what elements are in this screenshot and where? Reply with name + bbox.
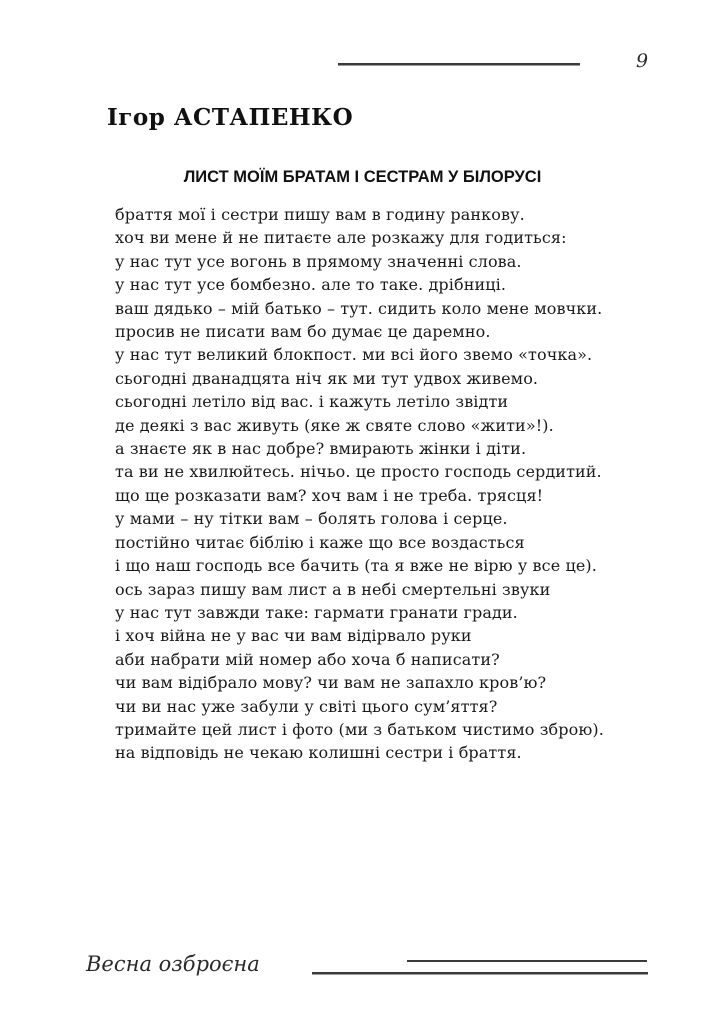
- poem-line: тримайте цей лист і фото (ми з батьком чистимо зброю).: [115, 719, 604, 739]
- poem-title: ЛИСТ МОЇМ БРАТАМ І СЕСТРАМ У БІЛОРУСІ: [183, 168, 542, 186]
- author-name: Ігор АСТАПЕНКО: [107, 104, 354, 131]
- poem-line: браття мої і сестри пишу вам в годину ранкову.: [115, 205, 525, 224]
- poem-line: а знаєте як в нас добре? вмирають жінки і діти.: [115, 439, 527, 459]
- poem-line: у нас тут усе вогонь в прямому значенні слова.: [115, 251, 522, 271]
- page-number: 9: [636, 50, 649, 72]
- poem-line: де деякі з вас живуть (яке ж святе слово «жити»!).: [115, 415, 554, 435]
- poem-line: хоч ви мене й не питаєте але розкажу для годиться:: [115, 228, 567, 248]
- poem-line: сьогодні летіло від вас. і кажуть летіло звідти: [115, 392, 509, 412]
- poem-line: у нас тут великий блокпост. ми всі його звемо «точка».: [115, 345, 593, 365]
- poem-line: сьогодні дванадцята ніч як ми тут удвох живемо.: [115, 368, 539, 388]
- footer-rule-lower: [312, 972, 648, 975]
- book-title: Весна озброєна: [86, 952, 260, 976]
- poem-line: на відповідь не чекаю колишні сестри і браття.: [115, 743, 522, 763]
- poem-line: що ще розказати вам? хоч вам і не треба. трясця!: [115, 485, 544, 505]
- poem-line: постійно читає біблію і каже що все воздасться: [115, 532, 525, 552]
- poem-line: і що наш господь все бачить (та я вже не вірю у все це).: [115, 556, 597, 576]
- poem-line: ось зараз пишу вам лист а в небі смертельні звуки: [115, 579, 551, 599]
- poem-line: чи ви нас уже забули у світі цього сум’яття?: [115, 696, 498, 716]
- poem-line: у нас тут усе бомбезно. але то таке. дрібниці.: [115, 275, 507, 295]
- poem-line: у нас тут завжди таке: гармати гранати гради.: [115, 602, 518, 622]
- footer-rule-upper: [407, 960, 647, 962]
- poem-line: чи вам відібрало мову? чи вам не запахло кров’ю?: [115, 673, 547, 693]
- header-rule: [338, 63, 580, 66]
- poem-body: [115, 203, 604, 765]
- poem-line: і хоч війна не у вас чи вам відірвало руки: [115, 626, 472, 646]
- poem-line: ваш дядько – мій батько – тут. сидить коло мене мовчки.: [115, 298, 603, 318]
- poem-line: аби набрати мій номер або хоча б написати?: [115, 649, 500, 669]
- poem-line: та ви не хвилюйтесь. нічьо. це просто господь сердитий.: [115, 462, 602, 482]
- poem-line: у мами – ну тітки вам – болять голова і серце.: [115, 509, 508, 529]
- poem-line: просив не писати вам бо думає це даремно.: [115, 322, 491, 342]
